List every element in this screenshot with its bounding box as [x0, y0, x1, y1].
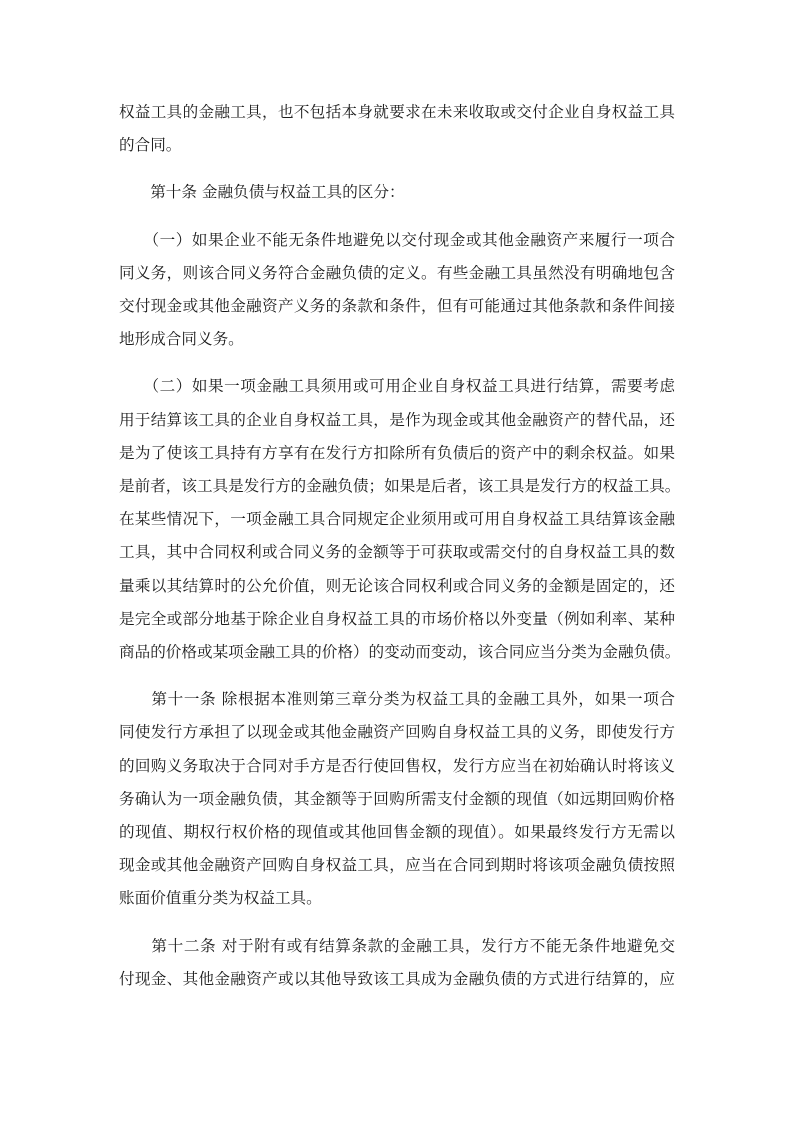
paragraph-gap: [119, 210, 675, 224]
text-line: 在某些情况下，一项金融工具合同规定企业须用或可用自身权益工具结算该金融: [119, 510, 675, 529]
paragraph: [119, 176, 675, 209]
paragraph: [119, 370, 681, 669]
text-line: 是为了使该工具持有方享有在发行方扣除所有负债后的资产中的剩余权益。如果: [119, 443, 675, 462]
paragraph: [119, 96, 675, 162]
text-line: 的现值、期权行权价格的现值或其他回售金额的现值）。如果最终发行方无需以: [119, 823, 675, 842]
text-line: 权益工具的金融工具，也不包括本身就要求在未来收取或交付企业自身权益工具: [119, 103, 675, 121]
text-line: 量乘以其结算时的公允价值，则无论该合同权利或合同义务的金额是固定的，还: [119, 576, 675, 595]
text-line: 第十一条 除根据本准则第三章分类为权益工具的金融工具外，如果一项合: [119, 690, 675, 709]
text-line: 现金或其他金融资产回购自身权益工具，应当在合同到期时将该项金融负债按照: [119, 856, 675, 875]
text-line: 第十二条 对于附有或有结算条款的金融工具，发行方不能无条件地避免交: [119, 936, 675, 955]
text-line: （二）如果一项金融工具须用或可用企业自身权益工具进行结算，需要考虑: [119, 377, 675, 396]
text-line: 商品的价格或某项金融工具的价格）的变动而变动，该合同应当分类为金融负债。: [119, 643, 681, 662]
paragraph: [119, 930, 675, 996]
text-line: 同义务，则该合同义务符合金融负债的定义。有些金融工具虽然没有明确地包含: [119, 263, 675, 282]
text-line: 付现金、其他金融资产或以其他导致该工具成为金融负债的方式进行结算的，应: [119, 969, 675, 988]
text-line: 是前者，该工具是发行方的金融负债；如果是后者，该工具是发行方的权益工具。: [119, 477, 681, 496]
paragraph: [119, 683, 675, 915]
document-page: [119, 96, 681, 996]
text-line: 的回购义务取决于合同对手方是否行使回售权，发行方应当在初始确认时将该义: [119, 756, 675, 775]
text-line: 是完全或部分地基于除企业自身权益工具的市场价格以外变量（例如利率、某种: [119, 609, 675, 628]
paragraph-gap: [119, 356, 675, 370]
paragraph-gap: [119, 916, 675, 930]
text-line: 同使发行方承担了以现金或其他金融资产回购自身权益工具的义务，即使发行方: [119, 723, 675, 742]
text-line: 地形成合同义务。: [119, 330, 244, 349]
paragraph: [119, 224, 675, 357]
text-line: （一）如果企业不能无条件地避免以交付现金或其他金融资产来履行一项合: [119, 230, 675, 249]
text-line: 用于结算该工具的企业自身权益工具，是作为现金或其他金融资产的替代品，还: [119, 410, 675, 429]
text-line: 账面价值重分类为权益工具。: [119, 889, 322, 908]
text-line: 的合同。: [119, 136, 182, 155]
text-line: 务确认为一项金融负债，其金额等于回购所需支付金额的现值（如远期回购价格: [119, 789, 675, 808]
text-line: 工具，其中合同权利或合同义务的金额等于可获取或需交付的自身权益工具的数: [119, 543, 675, 562]
text-line: 交付现金或其他金融资产义务的条款和条件，但有可能通过其他条款和条件间接: [119, 297, 675, 316]
paragraph-gap: [119, 162, 675, 176]
article-heading: 第十条 金融负债与权益工具的区分：: [119, 183, 405, 202]
paragraph-gap: [119, 669, 675, 683]
